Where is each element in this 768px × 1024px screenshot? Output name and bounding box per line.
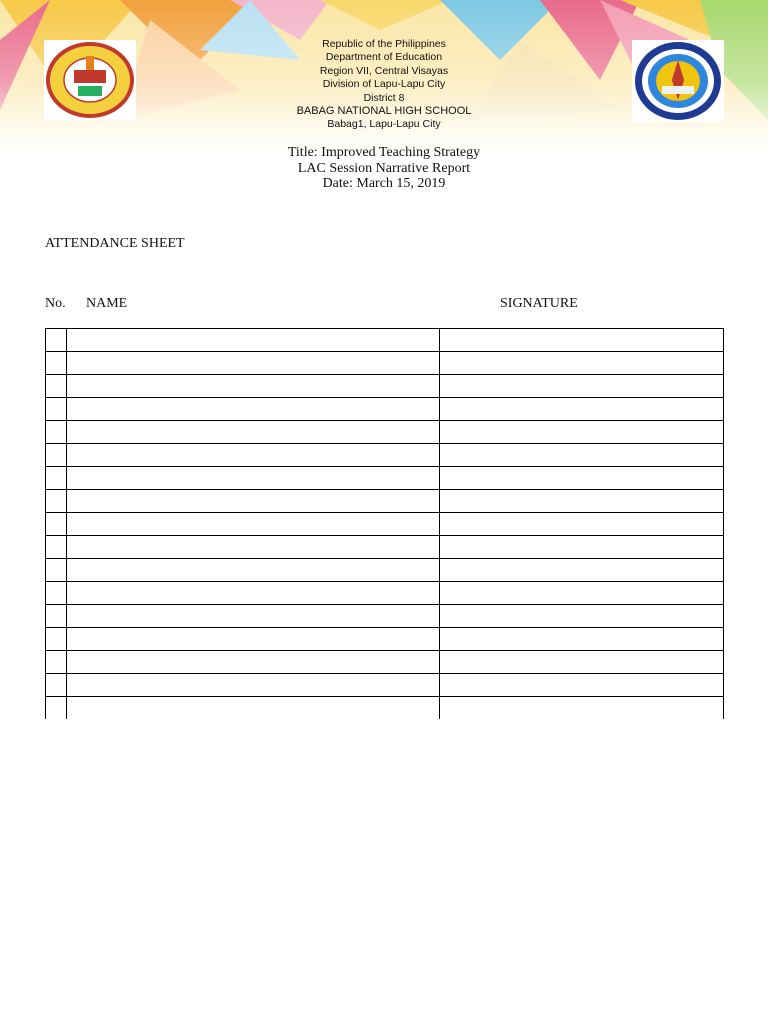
letterhead-line: Division of Lapu-Lapu City (322, 78, 446, 91)
no-cell[interactable] (46, 352, 67, 375)
signature-cell[interactable] (440, 513, 724, 536)
name-cell[interactable] (67, 329, 440, 352)
no-cell[interactable] (46, 651, 67, 674)
no-cell[interactable] (46, 444, 67, 467)
table-row (46, 559, 724, 582)
no-cell[interactable] (46, 513, 67, 536)
signature-cell[interactable] (440, 628, 724, 651)
table-row (46, 513, 724, 536)
name-cell[interactable] (67, 513, 440, 536)
no-cell[interactable] (46, 375, 67, 398)
table-row (46, 421, 724, 444)
signature-cell[interactable] (440, 490, 724, 513)
table-row (46, 352, 724, 375)
column-header-name: NAME (86, 296, 128, 311)
name-cell[interactable] (67, 490, 440, 513)
signature-cell[interactable] (440, 559, 724, 582)
table-row (46, 444, 724, 467)
no-cell[interactable] (46, 329, 67, 352)
name-cell[interactable] (67, 605, 440, 628)
letterhead-line: Department of Education (325, 51, 443, 64)
report-subtitle: LAC Session Narrative Report (297, 160, 471, 176)
no-cell[interactable] (46, 536, 67, 559)
signature-cell[interactable] (440, 375, 724, 398)
table-row (46, 582, 724, 605)
name-cell[interactable] (67, 697, 440, 720)
no-cell[interactable] (46, 421, 67, 444)
name-cell[interactable] (67, 421, 440, 444)
school-address: Babag1, Lapu-Lapu City (327, 118, 441, 131)
name-cell[interactable] (67, 559, 440, 582)
table-row (46, 674, 724, 697)
table-row (46, 536, 724, 559)
name-cell[interactable] (67, 352, 440, 375)
report-title: Title: Improved Teaching Strategy (287, 145, 481, 160)
school-seal-icon (44, 40, 136, 120)
table-row (46, 605, 724, 628)
table-row (46, 697, 724, 720)
name-cell[interactable] (67, 398, 440, 421)
signature-cell[interactable] (440, 697, 724, 720)
table-row (46, 329, 724, 352)
no-cell[interactable] (46, 559, 67, 582)
signature-cell[interactable] (440, 605, 724, 628)
name-cell[interactable] (67, 651, 440, 674)
table-row (46, 375, 724, 398)
table-row (46, 490, 724, 513)
signature-cell[interactable] (440, 444, 724, 467)
no-cell[interactable] (46, 628, 67, 651)
name-cell[interactable] (67, 444, 440, 467)
letterhead-line: Republic of the Philippines (322, 38, 446, 50)
name-cell[interactable] (67, 674, 440, 697)
signature-cell[interactable] (440, 352, 724, 375)
name-cell[interactable] (67, 375, 440, 398)
signature-cell[interactable] (440, 329, 724, 352)
attendance-heading: ATTENDANCE SHEET (45, 236, 185, 251)
division-seal-icon (632, 40, 724, 122)
letterhead-line: Region VII, Central Visayas (319, 64, 449, 77)
table-row (46, 398, 724, 421)
school-name: BABAG NATIONAL HIGH SCHOOL (296, 105, 472, 118)
signature-cell[interactable] (440, 582, 724, 605)
attendance-table (45, 328, 724, 719)
table-row (46, 628, 724, 651)
name-cell[interactable] (67, 467, 440, 490)
signature-cell[interactable] (440, 467, 724, 490)
signature-cell[interactable] (440, 651, 724, 674)
column-header-no: No. (45, 296, 66, 311)
no-cell[interactable] (46, 582, 67, 605)
name-cell[interactable] (67, 536, 440, 559)
report-date: Date: March 15, 2019 (322, 176, 446, 191)
no-cell[interactable] (46, 467, 67, 490)
name-cell[interactable] (67, 628, 440, 651)
letterhead-line: District 8 (363, 91, 405, 104)
signature-cell[interactable] (440, 398, 724, 421)
table-row (46, 651, 724, 674)
column-header-signature: SIGNATURE (500, 296, 578, 311)
no-cell[interactable] (46, 674, 67, 697)
signature-cell[interactable] (440, 421, 724, 444)
no-cell[interactable] (46, 697, 67, 720)
no-cell[interactable] (46, 605, 67, 628)
signature-cell[interactable] (440, 674, 724, 697)
report-title-block (184, 145, 584, 192)
name-cell[interactable] (67, 582, 440, 605)
table-row (46, 467, 724, 490)
letterhead (234, 38, 534, 132)
signature-cell[interactable] (440, 536, 724, 559)
no-cell[interactable] (46, 398, 67, 421)
no-cell[interactable] (46, 490, 67, 513)
